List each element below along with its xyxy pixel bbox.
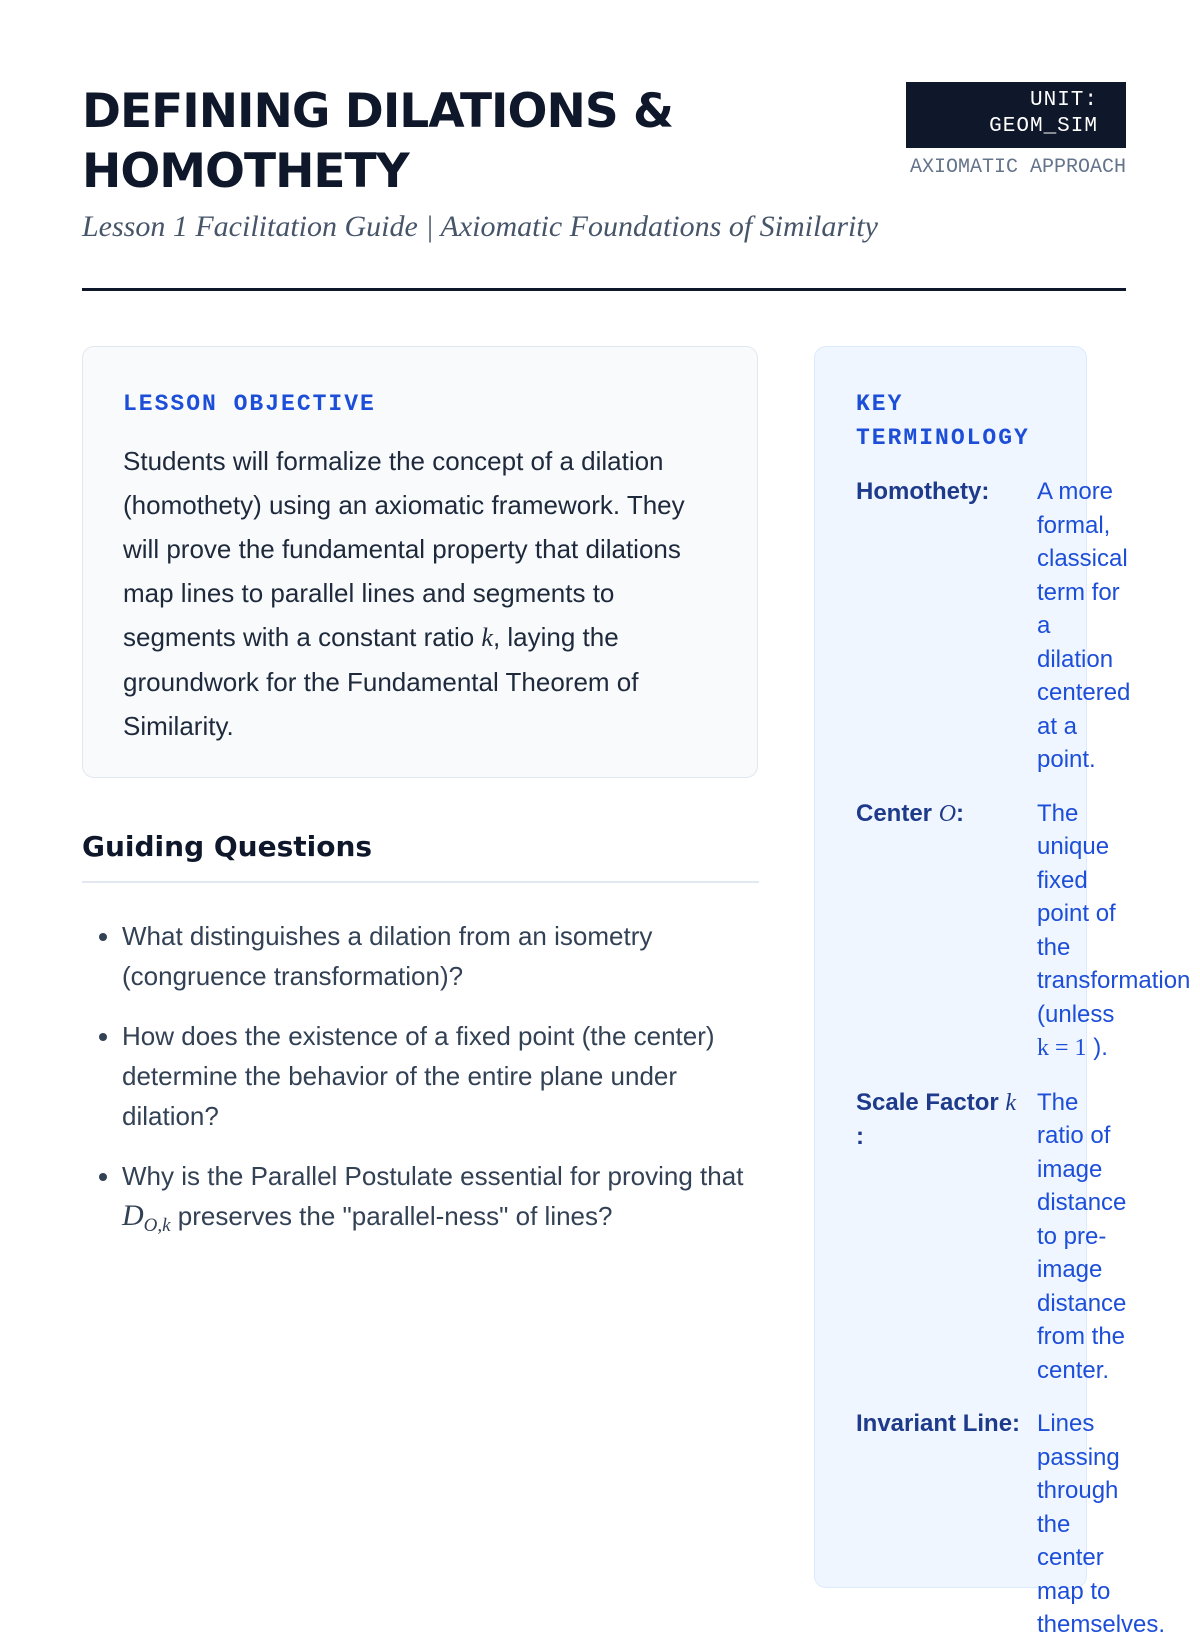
term-definition [1037,797,1191,1066]
list-item: • How does the existence of a fixed point (the center) determine the behavior of the entire plane under dilation? [122,1016,759,1136]
term-invariant-line [856,1407,1166,1642]
header-divider [82,288,1126,291]
page-title: DEFINING DILATIONS & HOMOTHETY [82,84,674,199]
term-name: Invariant Line: [856,1410,1021,1437]
question-text-part: preserves the "parallel-ness" of lines? [170,1201,613,1231]
list-item [122,1156,759,1246]
key-terminology-label: KEY TERMINOLOGY [856,391,1030,451]
key-terminology-card [814,346,1191,1638]
term-colon: : [856,1122,864,1150]
unit-badge: UNIT: GEOM_SIM [906,82,1126,148]
unit-subtitle: AXIOMATIC APPROACH [909,156,1126,179]
question-text-part: Why is the Parallel Postulate essential for proving that [122,1161,744,1191]
math-k-equals-1: k = 1 [1037,1035,1087,1061]
objective-text-part: Students will formalize the concept of a dilation (homothety) using an axiomatic framework. They will prove the fundamental property that dilations map lines to parallel lines and segments to segments with a constant ratio [123,446,685,652]
term-center [856,797,1191,1066]
term-name [856,1086,1037,1388]
term-definition: A more formal, classical term for a dilation centered at a point. [1037,478,1131,773]
lesson-objective-text [123,439,717,748]
term-scale-factor [856,1086,1127,1388]
objective-text-part: , laying the groundwork for the Fundamental Theorem of Similarity. [123,622,639,741]
list-item: • What distinguishes a dilation from an isometry (congruence transformation)? [122,916,759,996]
term-name [856,797,1037,1066]
term-name-text: Center [856,799,939,827]
term-colon: : [956,799,965,827]
page-header [82,82,1126,244]
term-definition: Lines passing through the center map to themselves. [1037,1410,1166,1638]
lesson-objective-label: LESSON OBJECTIVE [123,391,376,417]
guiding-questions-list [82,916,759,1266]
page-subtitle: Lesson 1 Facilitation Guide | Axiomatic Foundations of Similarity [82,210,878,243]
math-k: k [1005,1089,1017,1116]
term-definition: The ratio of image distance to pre-image distance from the center. [1037,1088,1127,1384]
math-d: D [122,1199,144,1232]
math-o: O [938,800,957,827]
guiding-questions-heading: Guiding Questions [82,830,759,883]
term-name: Homothety: [856,478,990,505]
unit-block [906,82,1126,179]
lesson-objective-card [82,346,758,778]
math-subscript: O,k [143,1215,171,1237]
term-def-text: ). [1093,1034,1108,1061]
term-homothety [856,475,1131,777]
term-name-text: Scale Factor [856,1088,1006,1116]
term-def-text: The unique fixed point of the transformation (unless [1037,799,1191,1028]
math-k: k [481,623,493,652]
